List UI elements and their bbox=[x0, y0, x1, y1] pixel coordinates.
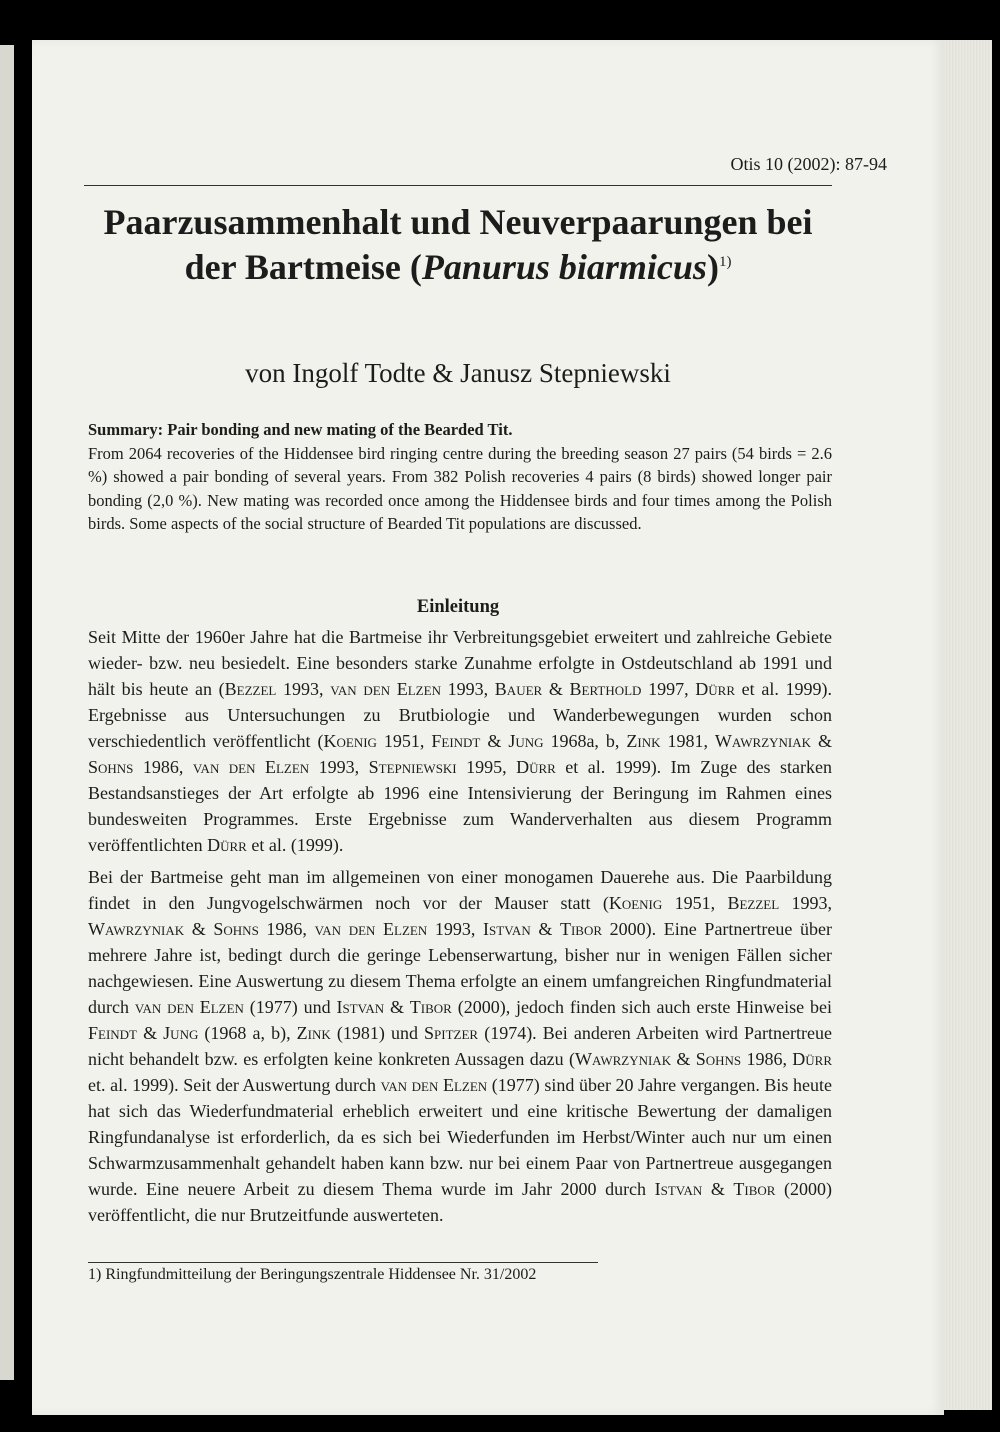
authors: von Ingolf Todte & Janusz Stepniewski bbox=[245, 358, 671, 388]
title-prefix: der Bartmeise ( bbox=[184, 247, 422, 287]
title-line-1: Paarzusammenhalt und Neuverpaarungen bei bbox=[103, 202, 813, 242]
header-rule bbox=[84, 185, 832, 186]
page-stack-edge bbox=[940, 40, 992, 1410]
title-suffix: ) bbox=[706, 247, 719, 287]
summary-heading: Summary: Pair bonding and new mating of the Bearded Tit. bbox=[88, 420, 513, 439]
title-footnote-mark: 1) bbox=[718, 254, 732, 270]
summary bbox=[88, 418, 832, 536]
footnote-rule bbox=[88, 1262, 598, 1263]
footnote: 1) Ringfundmitteilung der Beringungszentrale Hiddensee Nr. 31/2002 bbox=[88, 1266, 537, 1283]
species-name: Panurus biarmicus bbox=[421, 247, 707, 287]
paragraph-2: Bei der Bartmeise geht man im allgemeinen von einer monogamen Dauerehe aus. Die Paarbildung findet in den Jungvogelschwärmen noch vor der Mauser statt (Koenig 1951, Bezzel 1993, Wawrzyniak & Sohns 1986, van den Elzen 1993, Istvan & Tibor 2000). Eine Partnertreue über mehrere Jahre ist, bedingt durch die geringe Lebenserwartung, bisher nur in wenigen Fällen sicher nachgewiesen. Eine Auswertung zu diesem Thema erfolgte an einem umfangreichen Ringfundmaterial durch van den Elzen (1977) und Istvan & Tibor (2000), jedoch finden sich auch erste Hinweise bei Feindt & Jung (1968 a, b), Zink (1981) und Spitzer (1974). Bei anderen Arbeiten wird Partnertreue nicht behandelt bzw. es erfolgten keine konkreten Aussagen dazu (Wawrzyniak & Sohns 1986, Dürr et. al. 1999). Seit der Auswertung durch van den Elzen (1977) sind über 20 Jahre vergangen. Bis heute hat sich das Wiederfundmaterial erheblich erweitert und eine kritische Bewertung der damaligen Ringfundanalyse ist erforderlich, da es sich bei Wiederfunden im Herbst/Winter auch nur um einen Schwarmzusammenhalt gehandelt haben kann bzw. nur bei einem Paar von Partnertreue ausgegangen wurde. Eine neuere Arbeit zu diesem Thema wurde im Jahr 2000 durch Istvan & Tibor (2000) veröffentlicht, die nur Brutzeitfunde auswerteten. bbox=[88, 867, 833, 1225]
article-title bbox=[84, 202, 832, 287]
left-page-spine bbox=[0, 45, 14, 1380]
introduction bbox=[88, 624, 832, 1234]
section-heading-einleitung: Einleitung bbox=[416, 597, 500, 617]
paragraph-1: Seit Mitte der 1960er Jahre hat die Bartmeise ihr Verbreitungsgebiet erweitert und zahlreiche Gebiete wieder- bzw. neu besiedelt. Eine besonders starke Zunahme erfolgte in Ostdeutschland ab 1991 und hält bis heute an (Bezzel 1993, van den Elzen 1993, Bauer & Berthold 1997, Dürr et al. 1999). Ergebnisse aus Untersuchungen zu Brutbiologie und Wanderbewegungen wurden schon verschiedentlich veröffentlicht (Koenig 1951, Feindt & Jung 1968a, b, Zink 1981, Wawrzyniak & Sohns 1986, van den Elzen 1993, Stepniewski 1995, Dürr et al. 1999). Im Zuge des starken Bestandsanstieges der Art erfolgte ab 1996 eine Intensivierung der Beringung im Rahmen eines bundesweiten Programmes. Erste Ergebnisse zum Wanderverhalten aus diesem Programm veröffentlichten Dürr et al. (1999). bbox=[88, 627, 833, 855]
title-line-2 bbox=[84, 242, 832, 287]
summary-text: From 2064 recoveries of the Hiddensee bird ringing centre during the breeding season 27 pairs (54 birds = 2.6 %) showed a pair bonding of several years. From 382 Polish recoveries 4 pairs (8 birds) showed longer pair bonding (2,0 %). New mating was recorded once among the Hiddensee birds and four times among the Polish birds. Some aspects of the social structure of Bearded Tit populations are discussed. bbox=[88, 443, 832, 534]
journal-citation: Otis 10 (2002): 87-94 bbox=[730, 154, 887, 174]
